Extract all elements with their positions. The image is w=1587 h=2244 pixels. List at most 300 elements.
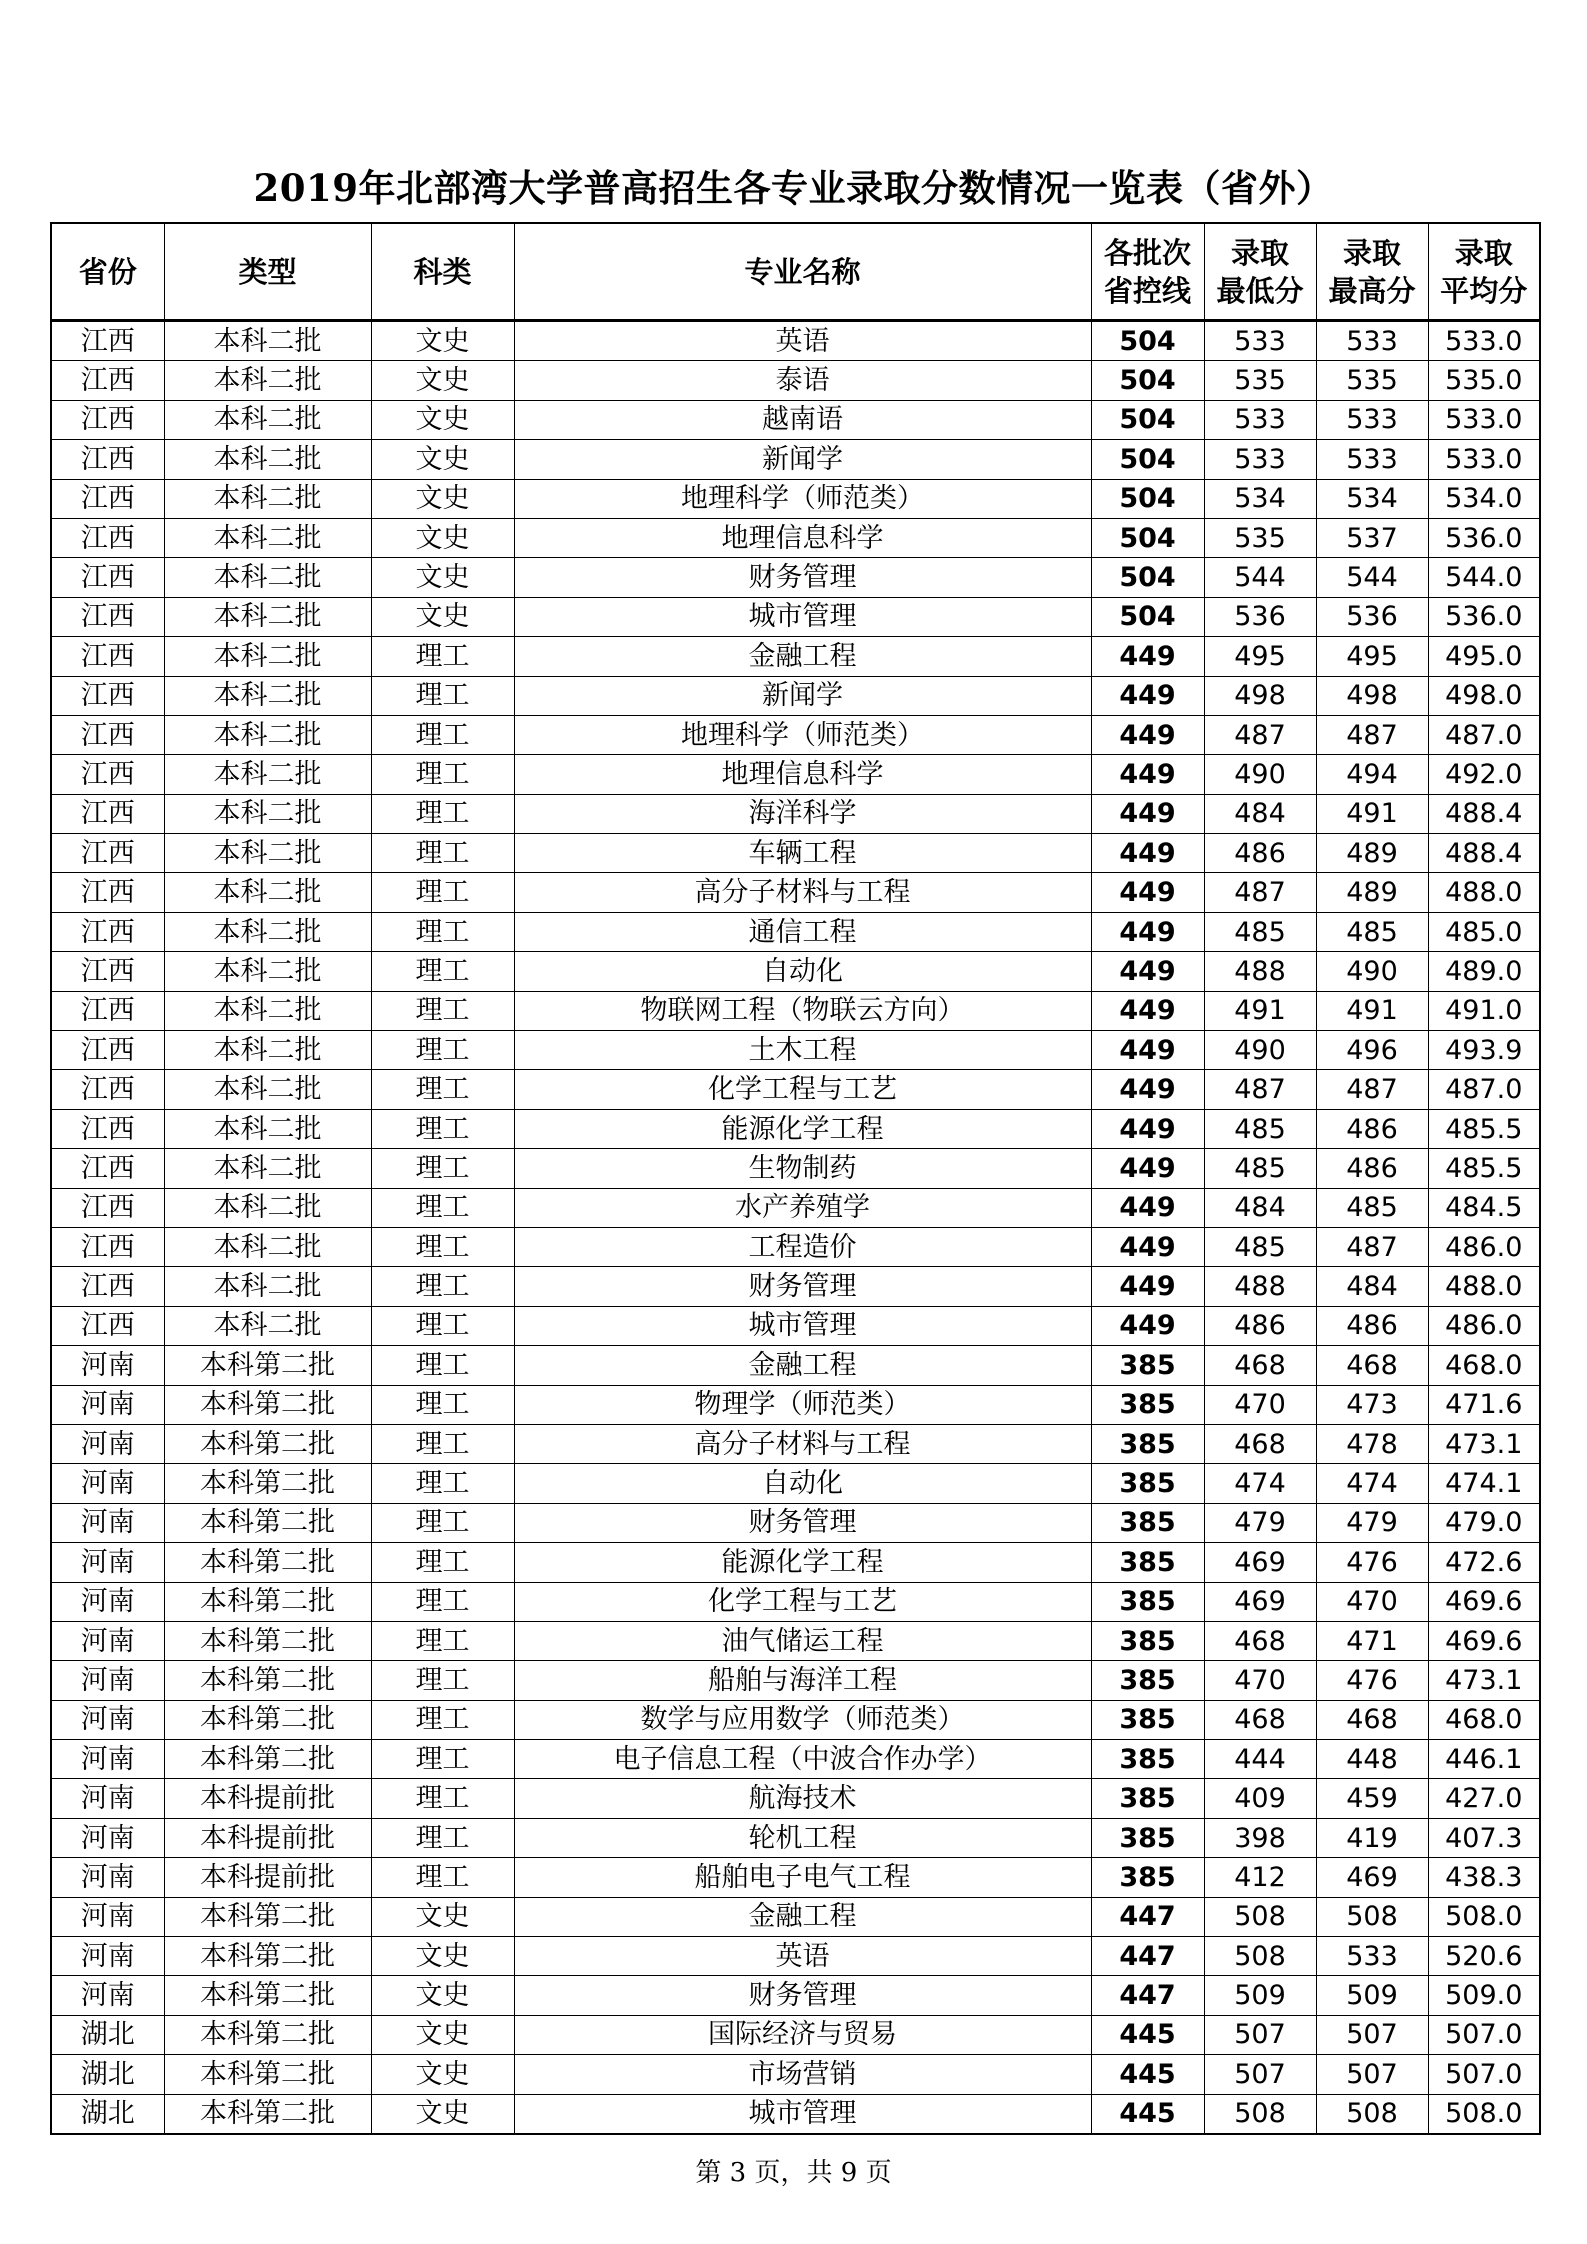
cell-max-score: 491	[1316, 794, 1428, 833]
cell-control-line: 449	[1091, 637, 1204, 676]
cell-province: 江西	[51, 558, 164, 597]
cell-major: 财务管理	[514, 1503, 1091, 1542]
cell-control-line: 447	[1091, 1897, 1204, 1936]
cell-avg-score: 485.0	[1428, 912, 1540, 951]
cell-control-line: 447	[1091, 1937, 1204, 1976]
cell-control-line: 385	[1091, 1700, 1204, 1739]
cell-control-line: 447	[1091, 1976, 1204, 2015]
cell-control-line: 504	[1091, 321, 1204, 361]
cell-type: 本科第二批	[164, 1740, 371, 1779]
cell-avg-score: 488.0	[1428, 873, 1540, 912]
cell-min-score: 536	[1204, 597, 1316, 636]
cell-major: 化学工程与工艺	[514, 1070, 1091, 1109]
cell-type: 本科二批	[164, 1306, 371, 1345]
cell-avg-score: 486.0	[1428, 1227, 1540, 1266]
cell-type: 本科二批	[164, 400, 371, 439]
cell-type: 本科第二批	[164, 1385, 371, 1424]
cell-control-line: 449	[1091, 1306, 1204, 1345]
cell-control-line: 449	[1091, 1149, 1204, 1188]
header-control-line	[1091, 223, 1204, 321]
cell-max-score: 496	[1316, 1031, 1428, 1070]
cell-type: 本科二批	[164, 1227, 371, 1266]
cell-type: 本科二批	[164, 912, 371, 951]
table-row	[51, 834, 1540, 873]
cell-province: 江西	[51, 715, 164, 754]
cell-min-score: 484	[1204, 794, 1316, 833]
cell-min-score: 468	[1204, 1621, 1316, 1660]
cell-max-score: 470	[1316, 1582, 1428, 1621]
cell-avg-score: 427.0	[1428, 1779, 1540, 1818]
cell-min-score: 533	[1204, 400, 1316, 439]
cell-avg-score: 473.1	[1428, 1424, 1540, 1463]
cell-control-line: 504	[1091, 518, 1204, 557]
cell-control-line: 385	[1091, 1385, 1204, 1424]
cell-control-line: 445	[1091, 2094, 1204, 2134]
cell-max-score: 535	[1316, 361, 1428, 400]
table-row	[51, 912, 1540, 951]
cell-control-line: 449	[1091, 1188, 1204, 1227]
cell-max-score: 498	[1316, 676, 1428, 715]
cell-max-score: 479	[1316, 1503, 1428, 1542]
cell-type: 本科第二批	[164, 1424, 371, 1463]
header-min-score-1: 录取	[1230, 235, 1289, 270]
cell-min-score: 469	[1204, 1543, 1316, 1582]
cell-control-line: 449	[1091, 794, 1204, 833]
cell-avg-score: 507.0	[1428, 2015, 1540, 2054]
table-row	[51, 1346, 1540, 1385]
cell-category: 理工	[371, 1031, 514, 1070]
cell-type: 本科提前批	[164, 1779, 371, 1818]
cell-min-score: 470	[1204, 1385, 1316, 1424]
cell-province: 河南	[51, 1346, 164, 1385]
cell-type: 本科第二批	[164, 1503, 371, 1542]
cell-avg-score: 533.0	[1428, 321, 1540, 361]
header-province: 省份	[51, 223, 164, 321]
cell-category: 文史	[371, 558, 514, 597]
cell-max-score: 487	[1316, 1227, 1428, 1266]
cell-avg-score: 446.1	[1428, 1740, 1540, 1779]
table-row	[51, 2015, 1540, 2054]
cell-control-line: 449	[1091, 912, 1204, 951]
cell-province: 湖北	[51, 2055, 164, 2094]
cell-province: 河南	[51, 1897, 164, 1936]
cell-province: 江西	[51, 479, 164, 518]
header-max-score-2: 最高分	[1328, 273, 1416, 308]
cell-category: 理工	[371, 715, 514, 754]
cell-category: 理工	[371, 637, 514, 676]
cell-province: 江西	[51, 1031, 164, 1070]
cell-category: 理工	[371, 1385, 514, 1424]
cell-type: 本科二批	[164, 1188, 371, 1227]
cell-province: 江西	[51, 1267, 164, 1306]
header-control-line-2: 省控线	[1103, 273, 1191, 308]
cell-min-score: 534	[1204, 479, 1316, 518]
header-max-score	[1316, 223, 1428, 321]
cell-type: 本科第二批	[164, 1582, 371, 1621]
cell-avg-score: 509.0	[1428, 1976, 1540, 2015]
cell-max-score: 536	[1316, 597, 1428, 636]
table-row	[51, 1582, 1540, 1621]
cell-max-score: 495	[1316, 637, 1428, 676]
cell-category: 理工	[371, 1306, 514, 1345]
cell-category: 理工	[371, 1464, 514, 1503]
cell-avg-score: 534.0	[1428, 479, 1540, 518]
cell-type: 本科第二批	[164, 1937, 371, 1976]
cell-province: 河南	[51, 1385, 164, 1424]
cell-category: 理工	[371, 1858, 514, 1897]
cell-max-score: 489	[1316, 873, 1428, 912]
cell-category: 理工	[371, 834, 514, 873]
table-row	[51, 676, 1540, 715]
table-row	[51, 794, 1540, 833]
cell-type: 本科第二批	[164, 1464, 371, 1503]
cell-type: 本科第二批	[164, 1661, 371, 1700]
cell-avg-score: 508.0	[1428, 1897, 1540, 1936]
table-row	[51, 1227, 1540, 1266]
cell-min-score: 490	[1204, 1031, 1316, 1070]
cell-min-score: 491	[1204, 991, 1316, 1030]
cell-avg-score: 489.0	[1428, 952, 1540, 991]
cell-major: 泰语	[514, 361, 1091, 400]
cell-control-line: 385	[1091, 1858, 1204, 1897]
table-row	[51, 2055, 1540, 2094]
table-row	[51, 1621, 1540, 1660]
cell-type: 本科二批	[164, 479, 371, 518]
cell-avg-score: 508.0	[1428, 2094, 1540, 2134]
table-header-row	[51, 223, 1540, 321]
cell-type: 本科二批	[164, 558, 371, 597]
cell-type: 本科二批	[164, 518, 371, 557]
cell-major: 数学与应用数学（师范类）	[514, 1700, 1091, 1739]
header-avg-score-2: 平均分	[1440, 273, 1528, 308]
header-min-score-2: 最低分	[1216, 273, 1304, 308]
cell-major: 高分子材料与工程	[514, 1424, 1091, 1463]
cell-control-line: 504	[1091, 597, 1204, 636]
cell-max-score: 537	[1316, 518, 1428, 557]
cell-category: 文史	[371, 518, 514, 557]
cell-category: 理工	[371, 1818, 514, 1857]
cell-type: 本科第二批	[164, 2015, 371, 2054]
cell-min-score: 487	[1204, 715, 1316, 754]
cell-province: 河南	[51, 1818, 164, 1857]
cell-min-score: 487	[1204, 1070, 1316, 1109]
cell-major: 财务管理	[514, 558, 1091, 597]
cell-avg-score: 485.5	[1428, 1109, 1540, 1148]
cell-major: 国际经济与贸易	[514, 2015, 1091, 2054]
table-row	[51, 1543, 1540, 1582]
cell-province: 江西	[51, 400, 164, 439]
table-row	[51, 518, 1540, 557]
cell-min-score: 484	[1204, 1188, 1316, 1227]
cell-province: 河南	[51, 1503, 164, 1542]
cell-avg-score: 472.6	[1428, 1543, 1540, 1582]
cell-major: 地理科学（师范类）	[514, 715, 1091, 754]
header-max-score-1: 录取	[1342, 235, 1401, 270]
cell-province: 河南	[51, 1740, 164, 1779]
cell-min-score: 485	[1204, 1149, 1316, 1188]
cell-major: 通信工程	[514, 912, 1091, 951]
cell-min-score: 470	[1204, 1661, 1316, 1700]
cell-province: 河南	[51, 1700, 164, 1739]
cell-type: 本科二批	[164, 991, 371, 1030]
cell-max-score: 468	[1316, 1346, 1428, 1385]
cell-min-score: 508	[1204, 2094, 1316, 2134]
cell-min-score: 486	[1204, 1306, 1316, 1345]
cell-type: 本科二批	[164, 1109, 371, 1148]
cell-category: 文史	[371, 597, 514, 636]
cell-province: 河南	[51, 1976, 164, 2015]
cell-type: 本科第二批	[164, 1700, 371, 1739]
cell-type: 本科二批	[164, 637, 371, 676]
cell-control-line: 449	[1091, 873, 1204, 912]
cell-min-score: 533	[1204, 440, 1316, 479]
cell-type: 本科第二批	[164, 1897, 371, 1936]
cell-province: 河南	[51, 1621, 164, 1660]
cell-province: 江西	[51, 440, 164, 479]
table-row	[51, 1661, 1540, 1700]
cell-major: 电子信息工程（中波合作办学）	[514, 1740, 1091, 1779]
table-row	[51, 1424, 1540, 1463]
cell-category: 理工	[371, 1700, 514, 1739]
cell-min-score: 535	[1204, 361, 1316, 400]
cell-max-score: 484	[1316, 1267, 1428, 1306]
cell-avg-score: 468.0	[1428, 1700, 1540, 1739]
cell-avg-score: 544.0	[1428, 558, 1540, 597]
cell-max-score: 490	[1316, 952, 1428, 991]
cell-category: 理工	[371, 952, 514, 991]
cell-min-score: 490	[1204, 755, 1316, 794]
cell-max-score: 533	[1316, 400, 1428, 439]
table-row	[51, 440, 1540, 479]
cell-avg-score: 491.0	[1428, 991, 1540, 1030]
cell-type: 本科第二批	[164, 1976, 371, 2015]
table-row	[51, 1306, 1540, 1345]
cell-province: 江西	[51, 597, 164, 636]
cell-category: 理工	[371, 1661, 514, 1700]
cell-avg-score: 468.0	[1428, 1346, 1540, 1385]
cell-category: 理工	[371, 1188, 514, 1227]
cell-province: 江西	[51, 1306, 164, 1345]
cell-category: 文史	[371, 2094, 514, 2134]
cell-max-score: 491	[1316, 991, 1428, 1030]
cell-major: 能源化学工程	[514, 1543, 1091, 1582]
cell-major: 城市管理	[514, 597, 1091, 636]
cell-province: 江西	[51, 361, 164, 400]
cell-major: 城市管理	[514, 1306, 1091, 1345]
cell-type: 本科第二批	[164, 2055, 371, 2094]
cell-control-line: 504	[1091, 361, 1204, 400]
cell-category: 理工	[371, 1346, 514, 1385]
cell-min-score: 479	[1204, 1503, 1316, 1542]
cell-max-score: 533	[1316, 440, 1428, 479]
cell-major: 财务管理	[514, 1267, 1091, 1306]
cell-major: 财务管理	[514, 1976, 1091, 2015]
cell-max-score: 448	[1316, 1740, 1428, 1779]
cell-control-line: 385	[1091, 1621, 1204, 1660]
cell-min-score: 535	[1204, 518, 1316, 557]
cell-major: 能源化学工程	[514, 1109, 1091, 1148]
cell-max-score: 533	[1316, 321, 1428, 361]
cell-category: 文史	[371, 2055, 514, 2094]
cell-province: 江西	[51, 912, 164, 951]
table-row	[51, 321, 1540, 361]
cell-category: 理工	[371, 676, 514, 715]
cell-control-line: 449	[1091, 676, 1204, 715]
cell-category: 文史	[371, 1937, 514, 1976]
cell-min-score: 469	[1204, 1582, 1316, 1621]
cell-major: 自动化	[514, 952, 1091, 991]
cell-province: 河南	[51, 1937, 164, 1976]
cell-min-score: 485	[1204, 1227, 1316, 1266]
cell-major: 地理科学（师范类）	[514, 479, 1091, 518]
cell-major: 英语	[514, 321, 1091, 361]
cell-max-score: 473	[1316, 1385, 1428, 1424]
cell-min-score: 412	[1204, 1858, 1316, 1897]
table-row	[51, 755, 1540, 794]
page-footer: 第 3 页，共 9 页	[695, 2158, 892, 2188]
header-avg-score-1: 录取	[1454, 235, 1513, 270]
cell-max-score: 474	[1316, 1464, 1428, 1503]
cell-major: 高分子材料与工程	[514, 873, 1091, 912]
cell-province: 江西	[51, 991, 164, 1030]
cell-control-line: 385	[1091, 1424, 1204, 1463]
cell-max-score: 485	[1316, 912, 1428, 951]
cell-min-score: 487	[1204, 873, 1316, 912]
cell-category: 理工	[371, 1149, 514, 1188]
cell-avg-score: 438.3	[1428, 1858, 1540, 1897]
header-major: 专业名称	[514, 223, 1091, 321]
cell-type: 本科二批	[164, 440, 371, 479]
cell-major: 生物制药	[514, 1149, 1091, 1188]
table-row	[51, 1818, 1540, 1857]
cell-avg-score: 493.9	[1428, 1031, 1540, 1070]
table-row	[51, 479, 1540, 518]
cell-control-line: 504	[1091, 400, 1204, 439]
cell-min-score: 507	[1204, 2015, 1316, 2054]
cell-type: 本科提前批	[164, 1858, 371, 1897]
cell-category: 文史	[371, 361, 514, 400]
cell-control-line: 449	[1091, 1267, 1204, 1306]
table-row	[51, 1503, 1540, 1542]
cell-category: 理工	[371, 873, 514, 912]
cell-control-line: 449	[1091, 1070, 1204, 1109]
cell-major: 化学工程与工艺	[514, 1582, 1091, 1621]
cell-control-line: 385	[1091, 1818, 1204, 1857]
cell-major: 金融工程	[514, 1346, 1091, 1385]
cell-major: 物理学（师范类）	[514, 1385, 1091, 1424]
cell-min-score: 507	[1204, 2055, 1316, 2094]
table-row	[51, 1700, 1540, 1739]
cell-major: 城市管理	[514, 2094, 1091, 2134]
header-min-score	[1204, 223, 1316, 321]
cell-avg-score: 488.4	[1428, 794, 1540, 833]
table-row	[51, 637, 1540, 676]
cell-major: 新闻学	[514, 676, 1091, 715]
cell-category: 文史	[371, 479, 514, 518]
cell-min-score: 485	[1204, 912, 1316, 951]
cell-province: 江西	[51, 794, 164, 833]
cell-max-score: 468	[1316, 1700, 1428, 1739]
cell-max-score: 487	[1316, 715, 1428, 754]
cell-type: 本科二批	[164, 794, 371, 833]
cell-type: 本科二批	[164, 1031, 371, 1070]
cell-avg-score: 471.6	[1428, 1385, 1540, 1424]
cell-category: 文史	[371, 1976, 514, 2015]
table-row	[51, 1070, 1540, 1109]
cell-province: 河南	[51, 1464, 164, 1503]
cell-major: 地理信息科学	[514, 518, 1091, 557]
cell-category: 理工	[371, 1424, 514, 1463]
cell-category: 理工	[371, 1070, 514, 1109]
table-body	[51, 321, 1540, 2134]
table-row	[51, 361, 1540, 400]
cell-avg-score: 485.5	[1428, 1149, 1540, 1188]
cell-major: 物联网工程（物联云方向）	[514, 991, 1091, 1030]
cell-avg-score: 487.0	[1428, 1070, 1540, 1109]
cell-max-score: 508	[1316, 2094, 1428, 2134]
cell-province: 江西	[51, 1109, 164, 1148]
cell-control-line: 385	[1091, 1503, 1204, 1542]
cell-min-score: 474	[1204, 1464, 1316, 1503]
cell-avg-score: 536.0	[1428, 597, 1540, 636]
cell-avg-score: 484.5	[1428, 1188, 1540, 1227]
table-row	[51, 1149, 1540, 1188]
cell-province: 江西	[51, 518, 164, 557]
cell-province: 江西	[51, 637, 164, 676]
cell-avg-score: 487.0	[1428, 715, 1540, 754]
cell-control-line: 504	[1091, 558, 1204, 597]
cell-control-line: 385	[1091, 1779, 1204, 1818]
cell-max-score: 476	[1316, 1661, 1428, 1700]
cell-major: 自动化	[514, 1464, 1091, 1503]
header-control-line-1: 各批次	[1103, 235, 1191, 270]
cell-category: 理工	[371, 1582, 514, 1621]
cell-major: 海洋科学	[514, 794, 1091, 833]
cell-category: 理工	[371, 912, 514, 951]
table-row	[51, 2094, 1540, 2134]
cell-max-score: 509	[1316, 1976, 1428, 2015]
cell-major: 金融工程	[514, 637, 1091, 676]
cell-max-score: 486	[1316, 1306, 1428, 1345]
cell-category: 理工	[371, 1227, 514, 1266]
cell-category: 理工	[371, 794, 514, 833]
cell-max-score: 507	[1316, 2015, 1428, 2054]
cell-type: 本科二批	[164, 715, 371, 754]
cell-control-line: 385	[1091, 1582, 1204, 1621]
cell-max-score: 486	[1316, 1109, 1428, 1148]
cell-control-line: 449	[1091, 952, 1204, 991]
table-row	[51, 558, 1540, 597]
cell-max-score: 486	[1316, 1149, 1428, 1188]
cell-min-score: 468	[1204, 1700, 1316, 1739]
cell-province: 江西	[51, 834, 164, 873]
cell-min-score: 409	[1204, 1779, 1316, 1818]
cell-type: 本科二批	[164, 597, 371, 636]
header-category: 科类	[371, 223, 514, 321]
cell-control-line: 449	[1091, 1227, 1204, 1266]
cell-province: 江西	[51, 321, 164, 361]
cell-control-line: 445	[1091, 2015, 1204, 2054]
cell-category: 理工	[371, 991, 514, 1030]
cell-control-line: 449	[1091, 1109, 1204, 1148]
cell-major: 航海技术	[514, 1779, 1091, 1818]
cell-min-score: 533	[1204, 321, 1316, 361]
cell-category: 理工	[371, 1543, 514, 1582]
table-row	[51, 1858, 1540, 1897]
cell-type: 本科第二批	[164, 2094, 371, 2134]
cell-avg-score: 507.0	[1428, 2055, 1540, 2094]
cell-max-score: 544	[1316, 558, 1428, 597]
